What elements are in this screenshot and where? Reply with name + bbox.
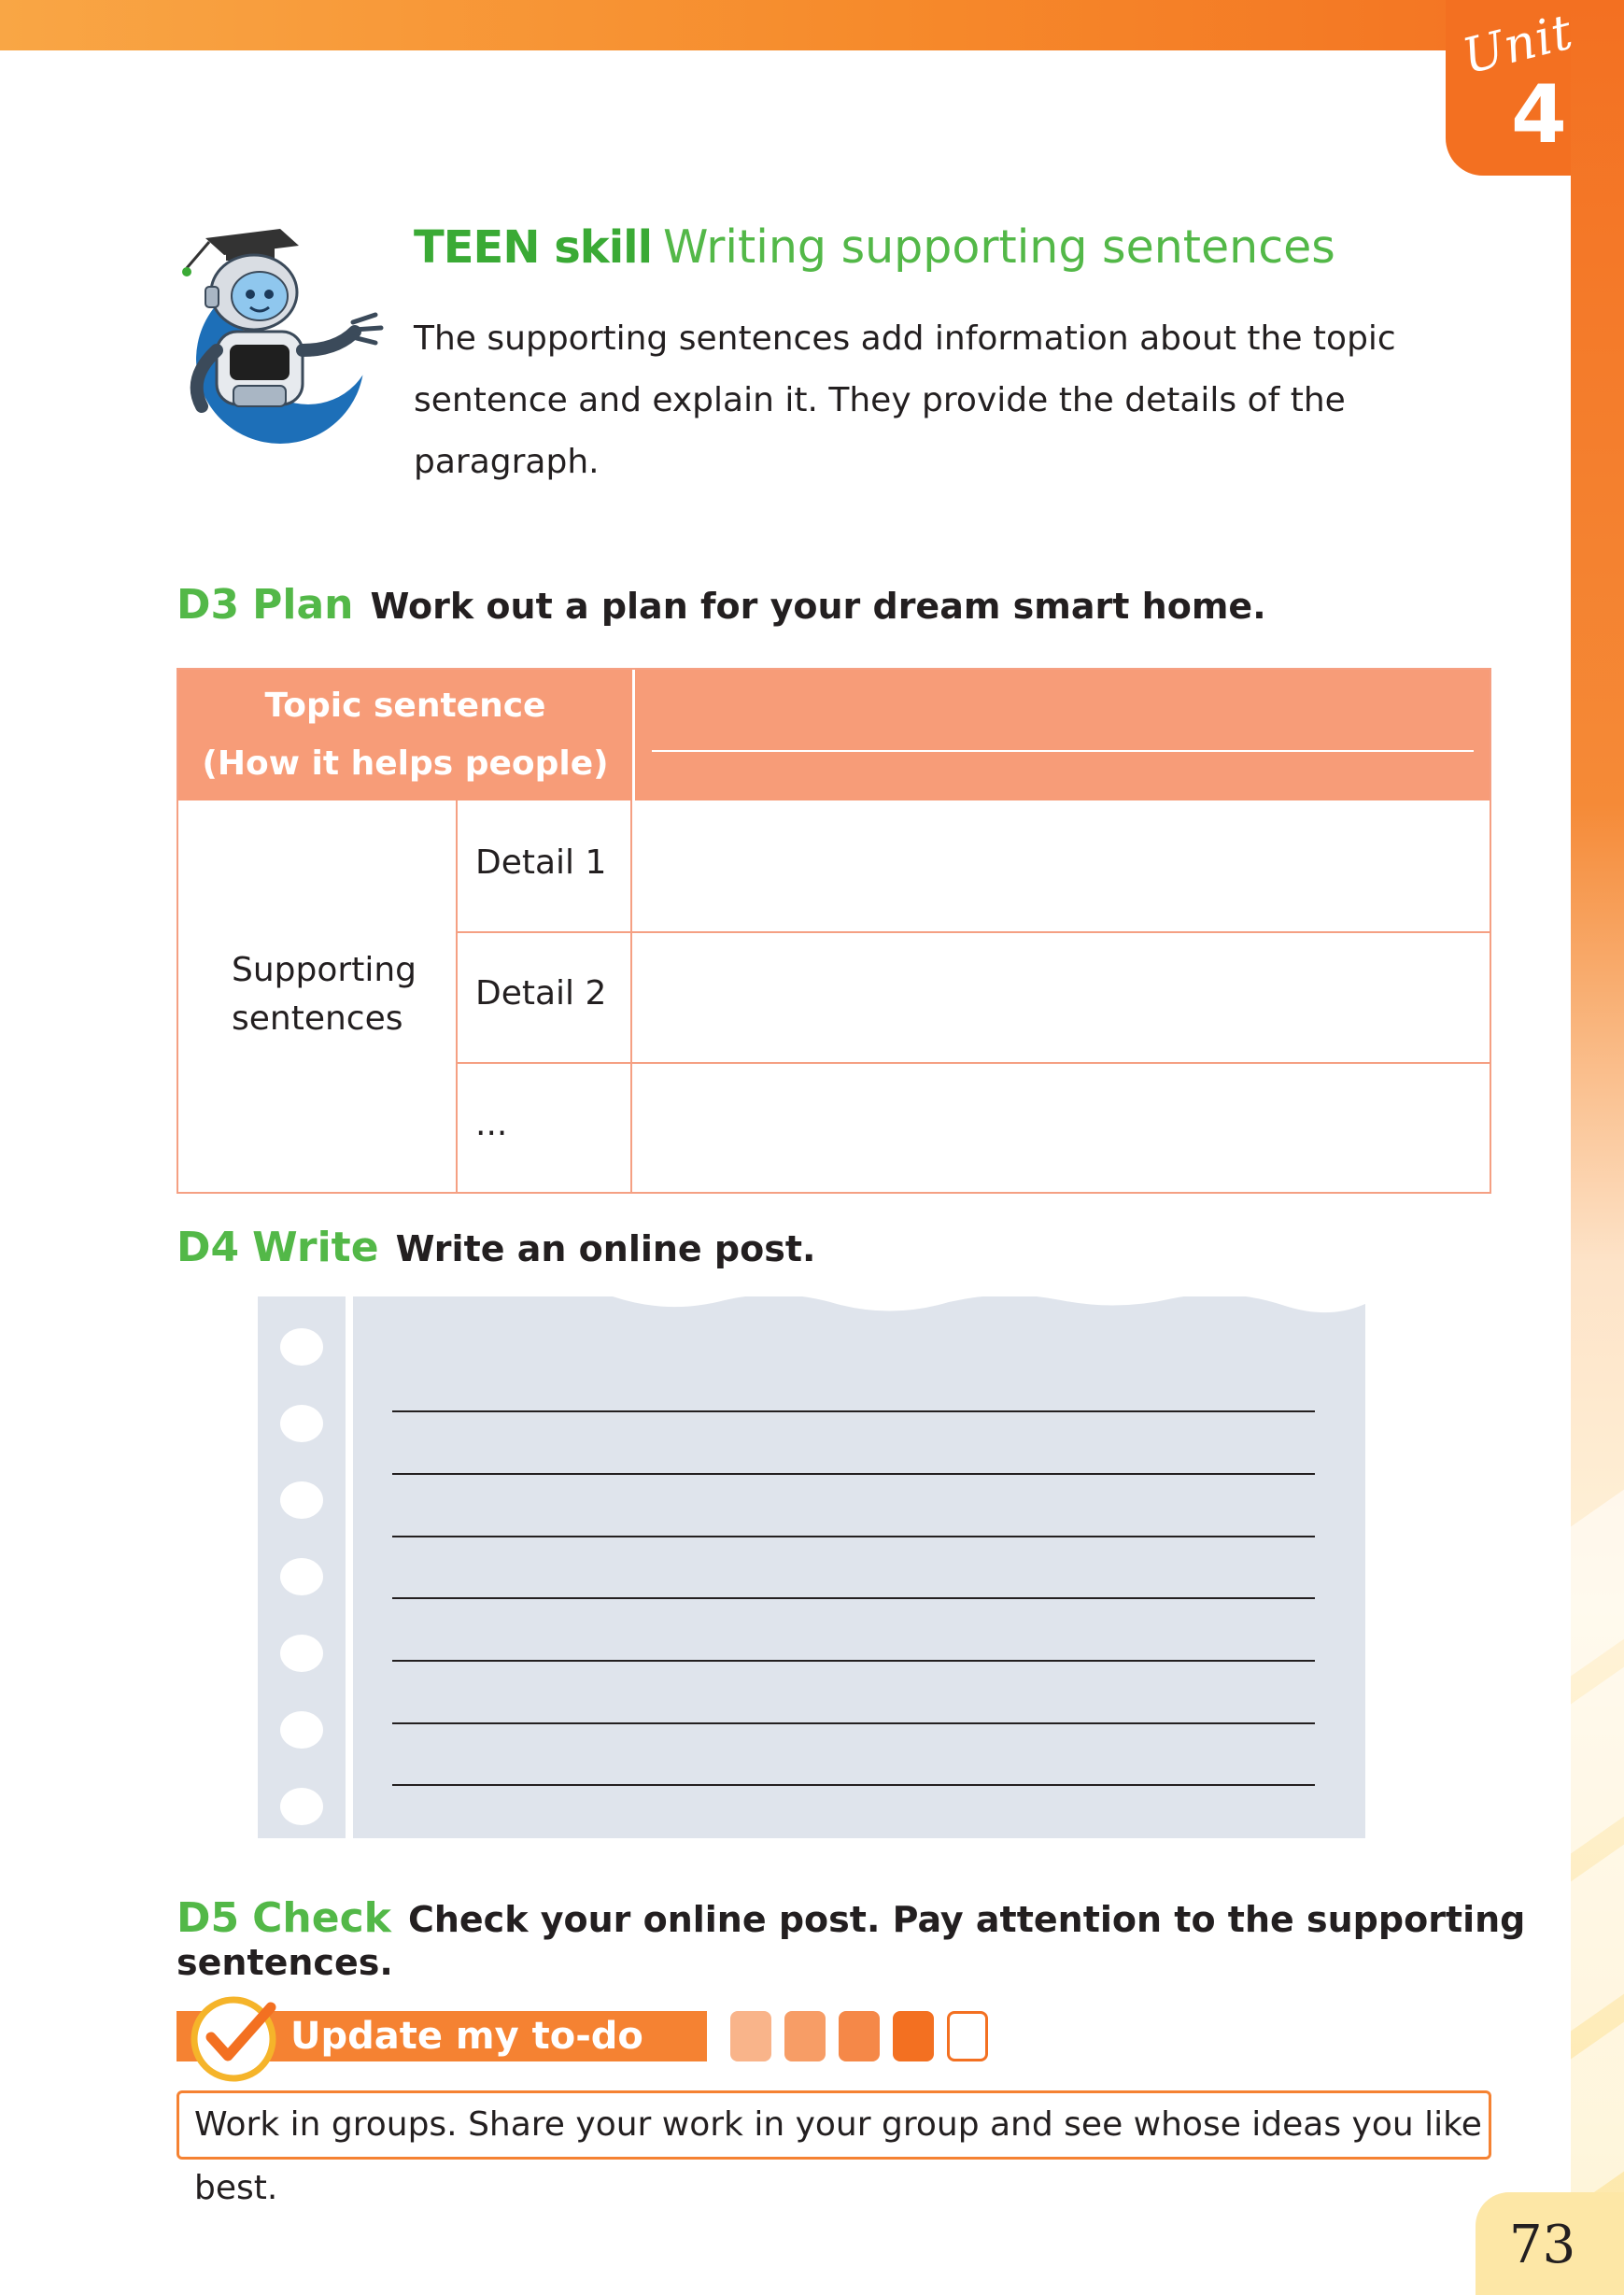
- top-banner: [0, 0, 1624, 50]
- binder-hole: [280, 1711, 323, 1749]
- progress-square-1: [730, 2011, 771, 2061]
- section-d5-heading: [177, 1894, 1624, 1983]
- section-code: D4: [177, 1224, 240, 1271]
- binder-hole: [280, 1788, 323, 1825]
- writing-line[interactable]: [392, 1660, 1315, 1662]
- writing-line[interactable]: [392, 1410, 1315, 1412]
- binder-hole: [280, 1635, 323, 1672]
- detail-more-label: ...: [475, 1105, 508, 1143]
- detail-2-label: Detail 2: [475, 974, 607, 1013]
- table-divider: [456, 800, 458, 1192]
- teen-skill-label: TEEN skill: [414, 221, 653, 274]
- section-instruction: Write an online post.: [395, 1228, 816, 1269]
- writing-line[interactable]: [392, 1722, 1315, 1724]
- progress-square-5: [947, 2011, 988, 2061]
- section-name: Plan: [252, 581, 354, 629]
- detail-2-answer-cell[interactable]: [632, 933, 1490, 1060]
- binder-hole: [280, 1481, 323, 1519]
- supporting-label-line1: Supporting: [232, 951, 417, 989]
- section-instruction: Check your online post. Pay attention to the supporting sentences.: [177, 1899, 1526, 1983]
- robot-mascot-illustration: [168, 220, 392, 444]
- notebook-margin: [346, 1296, 353, 1838]
- todo-text-box: Work in groups. Share your work in your group and see whose ideas you like best.: [177, 2090, 1491, 2160]
- binder-hole: [280, 1558, 323, 1595]
- supporting-label-line2: sentences: [232, 999, 403, 1038]
- teen-skill-body: The supporting sentences add information about the topic sentence and explain it. They provide the details of the paragraph.: [414, 319, 1396, 481]
- section-code: D3: [177, 581, 240, 629]
- topic-sentence-label-line2: (How it helps people): [202, 744, 609, 783]
- writing-line[interactable]: [392, 1784, 1315, 1786]
- detail-1-answer-cell[interactable]: [632, 802, 1490, 929]
- progress-square-4: [893, 2011, 934, 2061]
- detail-more-answer-cell[interactable]: [632, 1064, 1490, 1191]
- progress-square-2: [784, 2011, 826, 2061]
- writing-line[interactable]: [392, 1473, 1315, 1475]
- notebook-writing-area[interactable]: [258, 1296, 1365, 1838]
- page-number: 73: [1509, 2215, 1576, 2275]
- writing-line[interactable]: [392, 1536, 1315, 1537]
- writing-line[interactable]: [392, 1597, 1315, 1599]
- topic-sentence-label: [178, 670, 635, 800]
- progress-square-3: [839, 2011, 880, 2061]
- torn-paper-edge: [613, 1287, 1369, 1325]
- section-code: D5: [177, 1894, 240, 1942]
- section-d3-heading: [177, 581, 1266, 629]
- topic-sentence-write-line[interactable]: [652, 750, 1474, 752]
- supporting-sentences-label: [232, 946, 417, 1043]
- checkmark-circle-icon: [187, 1992, 280, 2086]
- plan-table-header: [178, 670, 1490, 800]
- unit-word: Unit: [1457, 4, 1579, 86]
- binder-hole: [280, 1328, 323, 1366]
- page-number-tab: [1476, 2192, 1624, 2295]
- section-name: Write: [252, 1224, 379, 1271]
- binder-hole: [280, 1405, 323, 1442]
- plan-table: [177, 668, 1491, 1194]
- unit-number: 4: [1511, 68, 1567, 162]
- section-instruction: Work out a plan for your dream smart home.: [370, 586, 1266, 627]
- topic-sentence-label-line1: Topic sentence: [264, 687, 546, 725]
- unit-tab: [1446, 0, 1579, 176]
- section-d4-heading: [177, 1224, 815, 1271]
- teen-skill-title: Writing supporting sentences: [663, 220, 1335, 274]
- detail-1-label: Detail 1: [475, 843, 607, 882]
- section-name: Check: [252, 1894, 391, 1942]
- todo-label: Update my to-do list: [290, 2015, 643, 2108]
